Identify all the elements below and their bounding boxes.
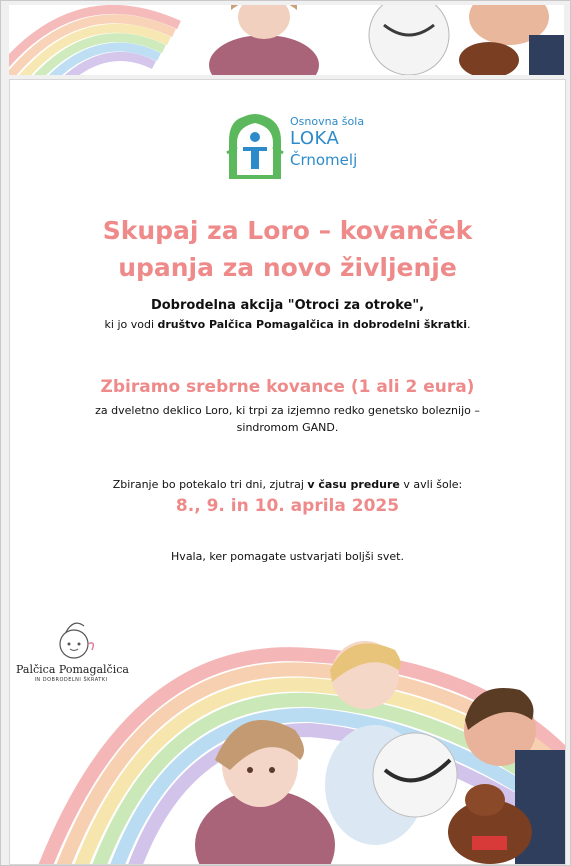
page-title [40, 212, 535, 286]
school-name-line1: Osnovna šola [290, 115, 365, 128]
org-name: Palčica Pomagalčica [16, 663, 129, 676]
campaign-name: Dobrodelna akcija "Otroci za otroke", [150, 298, 425, 313]
document-page [9, 79, 566, 865]
thanks-text: Hvala, ker pomagate ustvarjati boljši svet. [171, 550, 404, 563]
school-building-icon [223, 113, 287, 181]
collect-line1: za dveletno deklico Loro, ki trpi za izjemno redko genetsko boleznijo – [95, 404, 480, 417]
collect-heading: Zbiramo srebrne kovance (1 ali 2 eura) [100, 377, 475, 397]
org-subtitle: IN DOBRODELNI ŠKRATKI [34, 677, 108, 683]
led-suffix: . [466, 318, 471, 331]
led-by-org: društvo Palčica Pomagalčica in dobrodelni škratki [157, 318, 467, 331]
schedule-prefix: Zbiranje bo potekalo tri dni, zjutraj [112, 478, 308, 491]
collect-description [80, 402, 495, 436]
previous-page-strip [9, 5, 564, 75]
led-prefix: ki jo vodi [104, 318, 158, 331]
school-name-line3: Črnomelj [290, 151, 358, 169]
schedule-suffix: v avli šole: [399, 478, 463, 491]
rainbow-photo-strip [9, 5, 564, 75]
school-name-line2: LOKA [290, 128, 340, 149]
schedule-bold: v času predure [307, 478, 400, 491]
title-line2: upanja za novo življenje [118, 253, 457, 282]
schedule-text [10, 478, 565, 491]
school-logo [223, 113, 373, 181]
title-line1: Skupaj za Loro – kovanček [102, 216, 473, 245]
collect-line2: sindromom GAND. [236, 421, 339, 434]
campaign-led-by [10, 318, 565, 331]
schedule-dates: 8., 9. in 10. aprila 2025 [175, 496, 400, 516]
